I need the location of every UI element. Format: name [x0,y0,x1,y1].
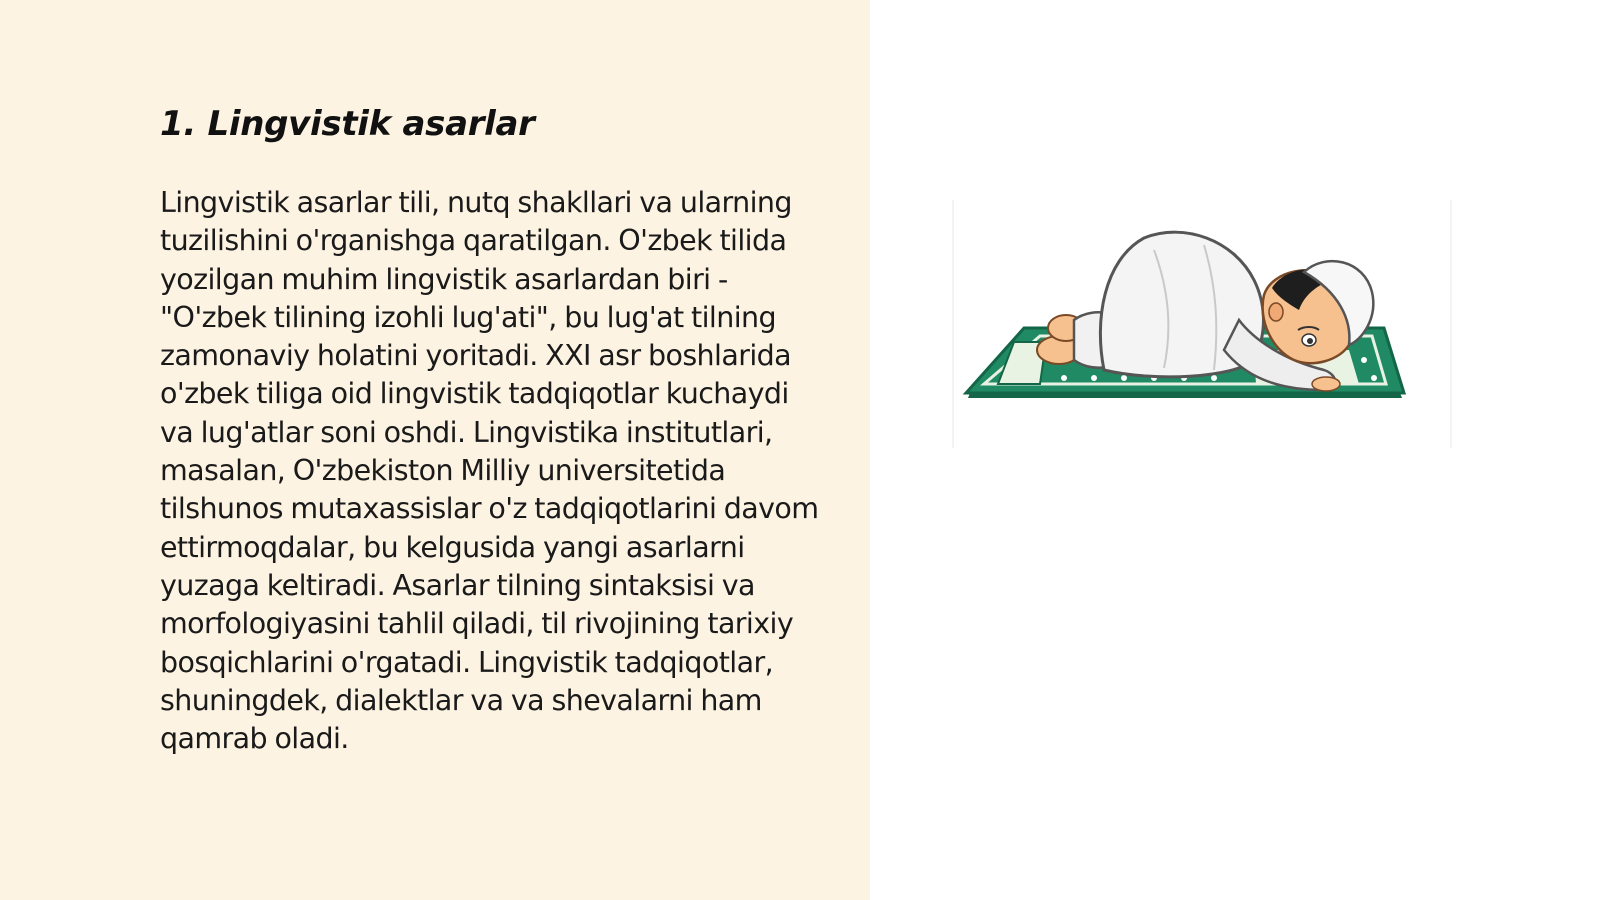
praying-man-icon [954,200,1450,448]
slide-title: 1. Lingvistik asarlar [160,104,535,144]
praying-man-illustration [952,200,1452,448]
slide-body-text: Lingvistik asarlar tili, nutq shakllari va ularning tuzilishini o'rganishga qaratilgan. O'zbek tilida yozilgan muhim lingvistik asarlardan biri - "O'zbek tilining izohli lug'ati", bu lug'at tilning zamonaviy holatini yoritadi. XXI asr boshlarida o'zbek tiliga oid lingvistik tadqiqotlar kuchaydi va lug'atlar soni oshdi. Lingvistika institutlari, masalan, O'zbekiston Milliy universitetida tilshunos mutaxassislar o'z tadqiqotlarini davom ettirmoqdalar, bu kelgusida yangi asarlarni yuzaga keltiradi. Asarlar tilning sintaksisi va morfologiyasini tahlil qiladi, til rivojining tarixiy bosqichlarini o'rgatadi. Lingvistik tadqiqotlar, shuningdek, dialektlar va va shevalarni ham qamrab oladi. [160,186,819,756]
